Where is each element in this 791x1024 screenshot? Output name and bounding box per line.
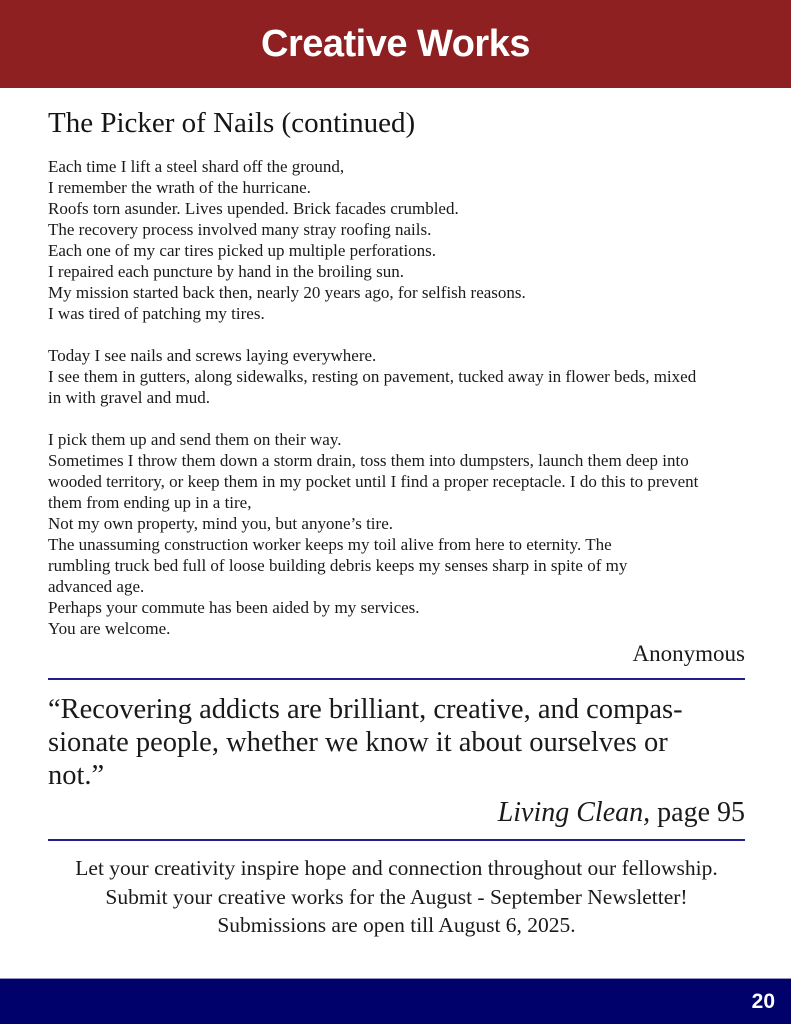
poem-line: Each one of my car tires picked up multiple perforations. — [48, 241, 437, 261]
poem-line: You are welcome. — [48, 619, 171, 639]
poem-line: The recovery process involved many stray roofing nails. — [48, 220, 432, 240]
quote-source-page: page 95 — [650, 796, 745, 828]
poem-line: The unassuming construction worker keeps my toil alive from here to eternity. The — [48, 535, 612, 555]
section-divider — [48, 839, 745, 841]
quote-line: “Recovering addicts are brilliant, creative, and compas- — [48, 693, 683, 725]
poem-attribution: Anonymous — [632, 641, 745, 667]
header-banner — [0, 0, 791, 88]
poem-line: them from ending up in a tire, — [48, 493, 252, 513]
poem-line: rumbling truck bed full of loose building debris keeps my senses sharp in spite of my — [48, 556, 628, 576]
poem-line: I remember the wrath of the hurricane. — [48, 178, 311, 198]
section-divider — [48, 678, 745, 680]
poem-line: I see them in gutters, along sidewalks, resting on pavement, tucked away in flower beds, mixed — [48, 367, 697, 387]
quote-source — [48, 797, 745, 829]
poem-line: I pick them up and send them on their way. — [48, 430, 342, 450]
quote-line: not.” — [48, 759, 105, 791]
poem-line: advanced age. — [48, 577, 145, 597]
poem-line: Perhaps your commute has been aided by my services. — [48, 598, 420, 618]
poem-line — [48, 324, 745, 345]
page-content — [0, 107, 791, 940]
quote-line: sionate people, whether we know it about ourselves or — [48, 726, 668, 758]
call-to-action-line: Submit your creative works for the August - September Newsletter! — [105, 884, 688, 909]
poem-line — [48, 408, 745, 429]
article-title: The Picker of Nails (continued) — [48, 107, 416, 139]
footer-bar — [0, 978, 791, 1024]
poem-line: in with gravel and mud. — [48, 388, 210, 408]
newsletter-section-title: Creative Works — [261, 22, 530, 65]
poem-line: Roofs torn asunder. Lives upended. Brick facades crumbled. — [48, 199, 459, 219]
quote-source-title: Living Clean, — [497, 796, 651, 828]
poem-body — [48, 156, 745, 639]
page-number: 20 — [751, 989, 775, 1013]
call-to-action-line: Let your creativity inspire hope and connection throughout our fellowship. — [75, 856, 718, 881]
poem-line: Sometimes I throw them down a storm drain, toss them into dumpsters, launch them deep into — [48, 451, 689, 471]
poem-line: Each time I lift a steel shard off the ground, — [48, 157, 345, 177]
quote-text — [48, 693, 745, 792]
poem-line: Today I see nails and screws laying everywhere. — [48, 346, 377, 366]
poem-line: Not my own property, mind you, but anyone’s tire. — [48, 514, 393, 534]
poem-line: My mission started back then, nearly 20 years ago, for selfish reasons. — [48, 283, 526, 303]
poem-line: wooded territory, or keep them in my pocket until I find a proper receptacle. I do this to prevent — [48, 472, 699, 492]
call-to-action-line: Submissions are open till August 6, 2025. — [217, 913, 576, 938]
call-to-action-block — [48, 854, 745, 940]
poem-line: I was tired of patching my tires. — [48, 304, 265, 324]
poem-line: I repaired each puncture by hand in the broiling sun. — [48, 262, 404, 282]
